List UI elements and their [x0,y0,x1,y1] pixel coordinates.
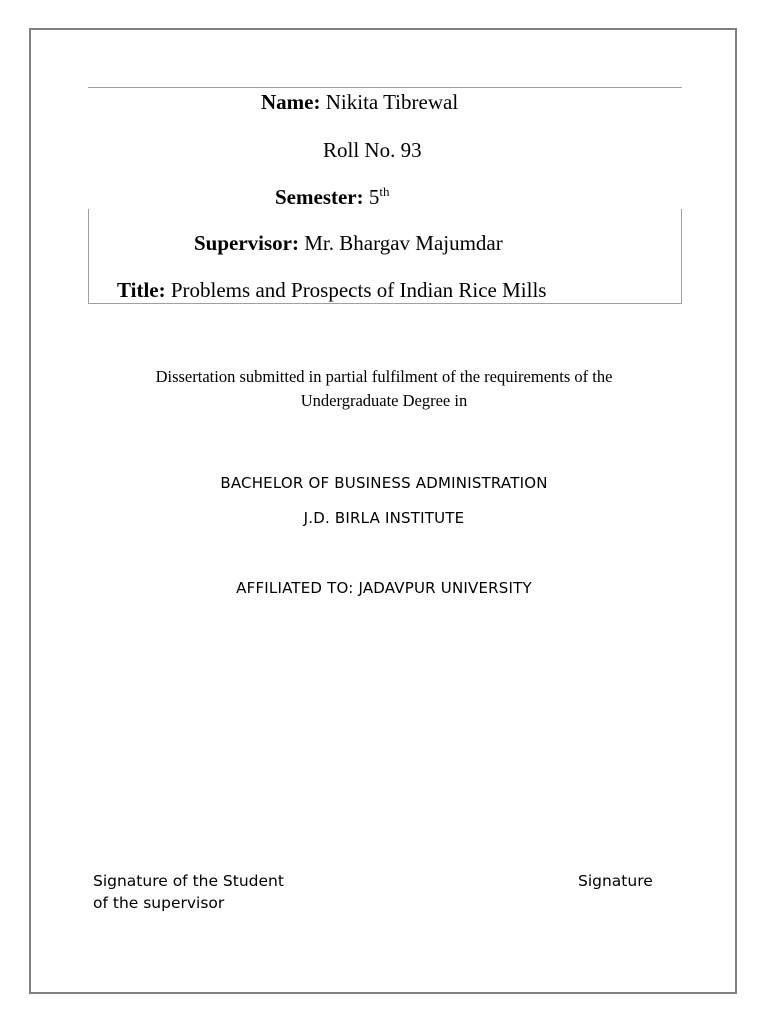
supervisor-value: Mr. Bhargav Majumdar [304,231,503,255]
name-line [261,92,458,113]
name-label: Name: [261,90,321,114]
supervisor-signature-continued: of the supervisor [93,894,225,912]
semester-line [275,184,390,209]
dissertation-line-1: Dissertation submitted in partial fulfilment of the requirements of the [155,367,613,386]
affiliation: AFFILIATED TO: JADAVPUR UNIVERSITY [236,579,532,597]
student-signature: Signature of the Student [93,872,284,890]
dissertation-line-2: Undergraduate Degree in [300,391,468,410]
supervisor-line [194,233,503,254]
title-value: Problems and Prospects of Indian Rice Mills [170,278,547,302]
dissertation-statement [0,365,768,413]
semester-value: 5 [368,185,380,209]
title-label: Title: [117,278,166,302]
supervisor-signature: Signature [578,872,653,890]
supervisor-label: Supervisor: [194,231,299,255]
semester-suffix: th [379,184,390,199]
top-divider [88,87,682,88]
degree-name: BACHELOR OF BUSINESS ADMINISTRATION [220,474,548,492]
semester-label: Semester: [275,185,364,209]
roll-number: Roll No. 93 [323,138,422,162]
name-value: Nikita Tibrewal [325,90,459,114]
title-line [117,280,546,301]
institute-name: J.D. BIRLA INSTITUTE [303,509,465,527]
